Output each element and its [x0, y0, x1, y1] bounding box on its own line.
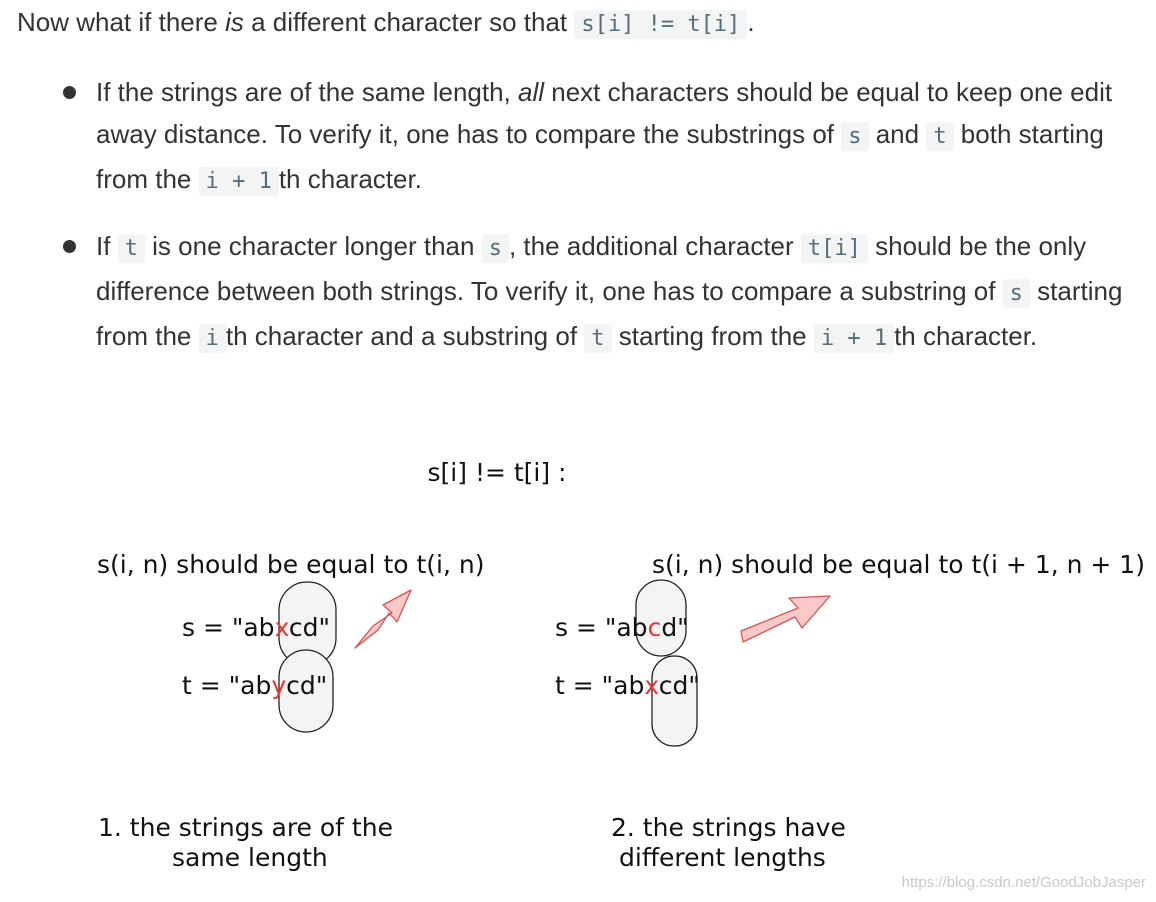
- bullet2-code-i-plus-1: i + 1: [814, 324, 894, 353]
- diagram-title: s[i] != t[i] :: [427, 458, 567, 487]
- bullet1-text-3: and: [868, 119, 927, 149]
- right-heading: s(i, n) should be equal to t(i + 1, n + 1): [652, 550, 1145, 579]
- bullet1-code-s: s: [841, 122, 868, 151]
- left-arrow-icon: [355, 590, 411, 648]
- intro-text-1: Now what if there: [17, 7, 226, 37]
- bullet2-text-7: starting from the: [611, 321, 814, 351]
- left-s-string: s = "abxcd": [182, 613, 331, 642]
- right-arrow-icon: [741, 596, 830, 642]
- bullet2-code-t-2: t: [584, 324, 611, 353]
- intro-code: s[i] != t[i]: [574, 10, 747, 39]
- bullet2-text-6: th character and a substring of: [225, 321, 585, 351]
- left-caption-line-2: same length: [172, 843, 328, 872]
- left-caption-line-1: 1. the strings are of the: [98, 813, 393, 842]
- intro-text-2: a different character so that: [243, 7, 575, 37]
- bullet2-code-t-i: t[i]: [801, 234, 868, 263]
- bullet1-code-t: t: [926, 122, 953, 151]
- bullet2-code-t: t: [118, 234, 145, 263]
- bullet2-code-s-2: s: [1003, 279, 1030, 308]
- right-caption-line-1: 2. the strings have: [611, 813, 846, 842]
- bullet2-text-8: th character.: [894, 321, 1038, 351]
- bullet2-text-4: should be the only difference between both strings. To verify it, one has to compare a substring of: [96, 231, 1087, 306]
- bullet2-text-1: If: [96, 231, 118, 261]
- intro-emphasis: is: [225, 7, 244, 37]
- left-heading: s(i, n) should be equal to t(i, n): [97, 550, 485, 579]
- left-t-string: t = "abycd": [182, 671, 328, 700]
- right-caption-line-2: different lengths: [619, 843, 826, 872]
- intro-text-3: .: [747, 7, 755, 37]
- bullet1-emphasis: all: [518, 77, 545, 107]
- bullet1-text-1: If the strings are of the same length,: [96, 77, 519, 107]
- right-t-string: t = "abxcd": [555, 671, 700, 700]
- bullet1-text-5: th character.: [278, 164, 422, 194]
- watermark: https://blog.csdn.net/GoodJobJasper: [901, 874, 1146, 891]
- bullet2-text-5: starting from the: [96, 276, 1123, 351]
- bullet2-code-i: i: [199, 324, 226, 353]
- bullet2-text-2: is one character longer than: [144, 231, 482, 261]
- right-s-string: s = "abcd": [555, 613, 689, 642]
- bullet1-text-2: next characters should be equal to keep one edit away distance. To verify it, one has to compare the substrings of: [96, 77, 1113, 149]
- bullet2-text-3: , the additional character: [508, 231, 801, 261]
- bullet2-code-s: s: [482, 234, 509, 263]
- bullet1-text-4: both starting from the: [96, 119, 1104, 194]
- bullet1-code-i-plus-1: i + 1: [199, 167, 279, 196]
- right-t-capsule: [652, 656, 697, 746]
